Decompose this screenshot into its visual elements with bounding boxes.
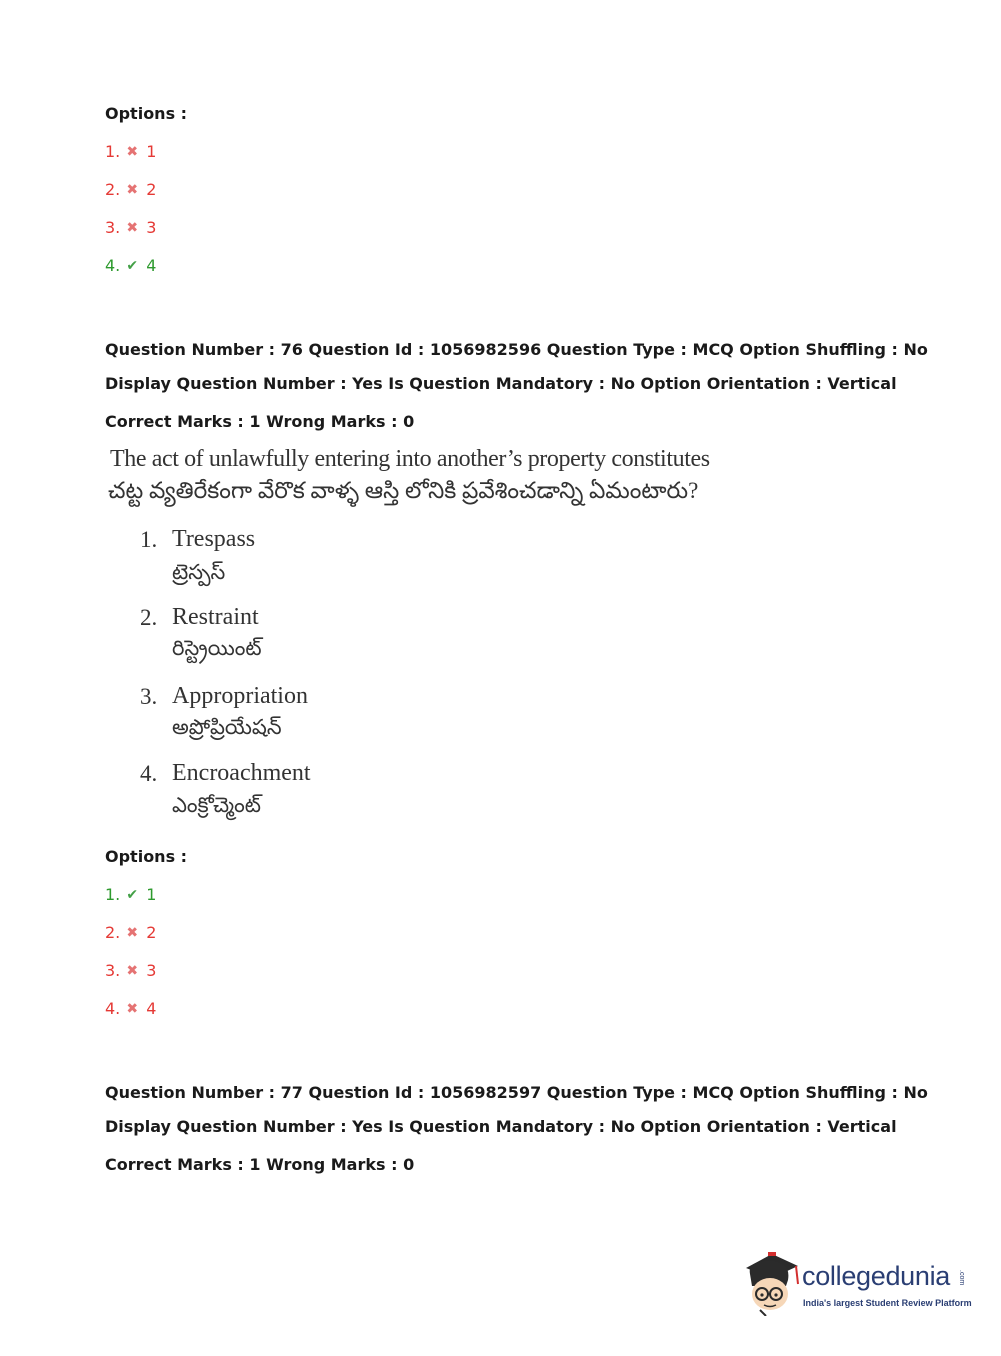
question-text-telugu: చట్ట వ్యతిరేకంగా వేరొక వాళ్ళ ఆస్తి లోనికి ప్రవేశించడాన్ని ఏమంటారు? [108,478,699,503]
wrong-icon: ✖ [126,143,139,160]
wrong-icon: ✖ [126,181,139,198]
option-number: 1. [105,885,121,904]
option-number: 1. [105,142,121,161]
options-heading: Options : [105,104,188,123]
choice-telugu: ఎంక్రోచ్మెంట్ [172,793,261,817]
option-number: 3. [105,218,121,237]
wrong-icon: ✖ [126,219,139,236]
option-number: 2. [105,923,121,942]
brand-suffix: .com [958,1270,965,1286]
choice-number: 3. [140,684,158,709]
option-number: 2. [105,180,121,199]
brand-tagline: India's largest Student Review Platform [803,1298,972,1308]
question-meta-line2: Display Question Number : Yes Is Question Mandatory : No Option Orientation : Vertical [105,1117,897,1136]
mascot-logo-icon [742,1250,804,1316]
brand-name: collegedunia [802,1261,951,1291]
choice-telugu: రిస్ట్రెయింట్ [172,636,262,660]
option-value: 2 [146,923,157,942]
option-value: 2 [146,180,157,199]
option-item [105,961,156,980]
option-value: 1 [146,142,157,161]
choice-number: 1. [140,527,158,552]
choice-number: 2. [140,605,158,630]
question-meta-line1: Question Number : 77 Question Id : 1056982597 Question Type : MCQ Option Shuffling : No [105,1083,928,1102]
option-number: 4. [105,999,121,1018]
choice-english: Encroachment [172,760,311,786]
choice-telugu: ట్రెస్పస్ [172,560,226,584]
option-value: 4 [146,999,157,1018]
option-item [105,256,156,275]
option-item [105,142,156,161]
question-meta-line3: Correct Marks : 1 Wrong Marks : 0 [105,412,415,431]
option-value: 4 [146,256,157,275]
question-meta-line2: Display Question Number : Yes Is Question Mandatory : No Option Orientation : Vertical [105,374,897,393]
choice-english: Restraint [172,604,259,630]
choice-telugu: అప్రోప్రియేషన్ [172,715,282,739]
options-heading: Options : [105,847,188,866]
question-text-english: The act of unlawfully entering into another’s property constitutes [110,446,710,472]
option-number: 4. [105,256,121,275]
option-number: 3. [105,961,121,980]
option-value: 1 [146,885,157,904]
wrong-icon: ✖ [126,1000,139,1017]
wrong-icon: ✖ [126,962,139,979]
option-item [105,885,156,904]
option-item [105,999,156,1018]
option-item [105,218,156,237]
choice-number: 4. [140,761,158,786]
checkmark-icon: ✔ [126,257,139,274]
wrong-icon: ✖ [126,924,139,941]
choice-english: Appropriation [172,683,308,709]
option-item [105,923,156,942]
option-value: 3 [146,218,157,237]
choice-english: Trespass [172,526,256,552]
option-value: 3 [146,961,157,980]
question-meta-line1: Question Number : 76 Question Id : 1056982596 Question Type : MCQ Option Shuffling : No [105,340,928,359]
checkmark-icon: ✔ [126,886,139,903]
option-item [105,180,156,199]
question-meta-line3: Correct Marks : 1 Wrong Marks : 0 [105,1155,415,1174]
